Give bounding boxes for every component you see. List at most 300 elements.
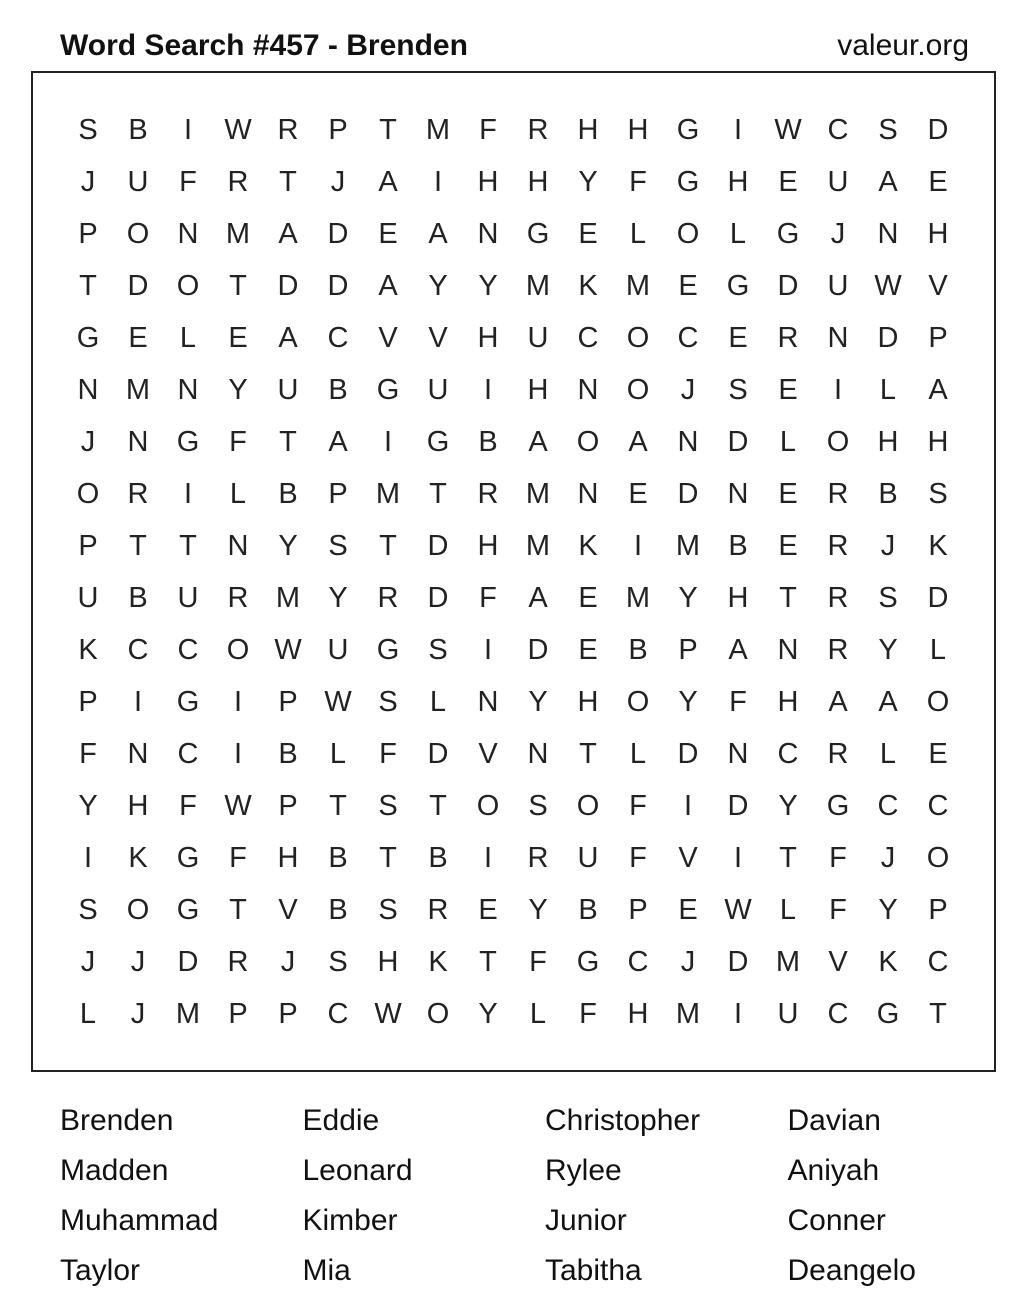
grid-cell[interactable]: O bbox=[926, 685, 950, 718]
grid-cell[interactable]: F bbox=[579, 997, 597, 1030]
grid-cell[interactable]: B bbox=[128, 113, 148, 146]
grid-cell[interactable]: H bbox=[277, 841, 299, 874]
grid-cell[interactable]: H bbox=[377, 945, 399, 978]
grid-cell[interactable]: J bbox=[680, 945, 696, 978]
grid-cell[interactable]: F bbox=[829, 893, 847, 926]
grid-cell[interactable]: P bbox=[928, 321, 948, 354]
grid-cell[interactable]: T bbox=[779, 581, 797, 614]
grid-cell[interactable]: U bbox=[577, 841, 599, 874]
grid-cell[interactable]: R bbox=[377, 581, 399, 614]
grid-cell[interactable]: G bbox=[876, 997, 900, 1030]
grid-cell[interactable]: D bbox=[427, 581, 449, 614]
grid-cell[interactable]: I bbox=[833, 373, 843, 406]
grid-cell[interactable]: L bbox=[79, 997, 97, 1030]
grid-cell[interactable]: H bbox=[927, 425, 949, 458]
grid-cell[interactable]: Y bbox=[528, 893, 548, 926]
grid-cell[interactable]: N bbox=[127, 425, 149, 458]
grid-cell[interactable]: G bbox=[776, 217, 800, 250]
grid-cell[interactable]: R bbox=[827, 477, 849, 510]
grid-cell[interactable]: E bbox=[928, 737, 948, 770]
grid-cell[interactable]: I bbox=[483, 633, 493, 666]
grid-cell[interactable]: S bbox=[928, 477, 948, 510]
grid-cell[interactable]: F bbox=[629, 165, 647, 198]
grid-cell[interactable]: R bbox=[227, 945, 249, 978]
grid-cell[interactable]: J bbox=[680, 373, 696, 406]
grid-cell[interactable]: G bbox=[176, 425, 200, 458]
grid-cell[interactable]: A bbox=[878, 165, 898, 198]
grid-cell[interactable]: M bbox=[125, 373, 151, 406]
grid-cell[interactable]: N bbox=[827, 321, 849, 354]
grid-cell[interactable]: H bbox=[577, 113, 599, 146]
grid-cell[interactable]: Y bbox=[78, 789, 98, 822]
grid-cell[interactable]: F bbox=[179, 165, 197, 198]
grid-cell[interactable]: L bbox=[729, 217, 747, 250]
grid-cell[interactable]: M bbox=[625, 581, 651, 614]
grid-cell[interactable]: O bbox=[126, 217, 150, 250]
grid-cell[interactable]: F bbox=[629, 841, 647, 874]
grid-cell[interactable]: G bbox=[76, 321, 100, 354]
grid-cell[interactable]: S bbox=[378, 789, 398, 822]
grid-cell[interactable]: T bbox=[79, 269, 97, 302]
grid-cell[interactable]: C bbox=[127, 633, 149, 666]
grid-cell[interactable]: C bbox=[777, 737, 799, 770]
grid-cell[interactable]: T bbox=[279, 425, 297, 458]
grid-cell[interactable]: H bbox=[727, 165, 749, 198]
grid-cell[interactable]: D bbox=[677, 477, 699, 510]
grid-cell[interactable]: W bbox=[374, 997, 402, 1030]
grid-cell[interactable]: I bbox=[733, 841, 743, 874]
grid-cell[interactable]: D bbox=[927, 581, 949, 614]
grid-cell[interactable]: E bbox=[628, 477, 648, 510]
grid-cell[interactable]: W bbox=[224, 113, 252, 146]
grid-cell[interactable]: I bbox=[83, 841, 93, 874]
grid-cell[interactable]: A bbox=[528, 581, 548, 614]
grid-cell[interactable]: O bbox=[476, 789, 500, 822]
grid-cell[interactable]: K bbox=[428, 945, 448, 978]
grid-cell[interactable]: G bbox=[176, 685, 200, 718]
grid-cell[interactable]: R bbox=[477, 477, 499, 510]
grid-cell[interactable]: T bbox=[129, 529, 147, 562]
grid-cell[interactable]: V bbox=[378, 321, 398, 354]
grid-cell[interactable]: I bbox=[233, 737, 243, 770]
grid-cell[interactable]: P bbox=[678, 633, 698, 666]
grid-cell[interactable]: G bbox=[826, 789, 850, 822]
grid-cell[interactable]: O bbox=[626, 685, 650, 718]
grid-cell[interactable]: T bbox=[479, 945, 497, 978]
grid-cell[interactable]: B bbox=[628, 633, 648, 666]
grid-cell[interactable]: G bbox=[176, 893, 200, 926]
grid-cell[interactable]: J bbox=[80, 165, 96, 198]
grid-cell[interactable]: N bbox=[477, 685, 499, 718]
grid-cell[interactable]: O bbox=[226, 633, 250, 666]
grid-cell[interactable]: F bbox=[479, 581, 497, 614]
grid-cell[interactable]: R bbox=[827, 633, 849, 666]
grid-cell[interactable]: R bbox=[827, 529, 849, 562]
letter-grid[interactable] bbox=[63, 104, 963, 1040]
grid-cell[interactable]: P bbox=[228, 997, 248, 1030]
grid-cell[interactable]: L bbox=[229, 477, 247, 510]
grid-cell[interactable]: C bbox=[177, 633, 199, 666]
grid-cell[interactable]: D bbox=[727, 789, 749, 822]
grid-cell[interactable]: Y bbox=[878, 633, 898, 666]
grid-cell[interactable]: E bbox=[578, 217, 598, 250]
grid-cell[interactable]: E bbox=[678, 269, 698, 302]
grid-cell[interactable]: M bbox=[175, 997, 201, 1030]
grid-cell[interactable]: G bbox=[676, 113, 700, 146]
grid-cell[interactable]: N bbox=[727, 737, 749, 770]
grid-cell[interactable]: N bbox=[127, 737, 149, 770]
grid-cell[interactable]: Y bbox=[478, 997, 498, 1030]
grid-cell[interactable]: F bbox=[629, 789, 647, 822]
grid-cell[interactable]: I bbox=[733, 997, 743, 1030]
grid-cell[interactable]: W bbox=[224, 789, 252, 822]
grid-cell[interactable]: A bbox=[928, 373, 948, 406]
grid-cell[interactable]: E bbox=[778, 373, 798, 406]
grid-cell[interactable]: R bbox=[227, 581, 249, 614]
grid-cell[interactable]: B bbox=[278, 477, 298, 510]
grid-cell[interactable]: G bbox=[676, 165, 700, 198]
grid-cell[interactable]: L bbox=[879, 737, 897, 770]
grid-cell[interactable]: T bbox=[429, 789, 447, 822]
grid-cell[interactable]: N bbox=[727, 477, 749, 510]
grid-cell[interactable]: E bbox=[928, 165, 948, 198]
grid-cell[interactable]: H bbox=[727, 581, 749, 614]
grid-cell[interactable]: I bbox=[183, 113, 193, 146]
grid-cell[interactable]: B bbox=[278, 737, 298, 770]
grid-cell[interactable]: Y bbox=[678, 581, 698, 614]
grid-cell[interactable]: Y bbox=[328, 581, 348, 614]
grid-cell[interactable]: C bbox=[827, 997, 849, 1030]
grid-cell[interactable]: L bbox=[629, 737, 647, 770]
grid-cell[interactable]: N bbox=[677, 425, 699, 458]
grid-cell[interactable]: S bbox=[528, 789, 548, 822]
grid-cell[interactable]: P bbox=[78, 217, 98, 250]
grid-cell[interactable]: M bbox=[775, 945, 801, 978]
grid-cell[interactable]: I bbox=[183, 477, 193, 510]
grid-cell[interactable]: D bbox=[677, 737, 699, 770]
grid-cell[interactable]: E bbox=[778, 529, 798, 562]
grid-cell[interactable]: V bbox=[478, 737, 498, 770]
grid-cell[interactable]: A bbox=[878, 685, 898, 718]
grid-cell[interactable]: H bbox=[877, 425, 899, 458]
grid-cell[interactable]: P bbox=[628, 893, 648, 926]
grid-cell[interactable]: T bbox=[329, 789, 347, 822]
grid-cell[interactable]: Y bbox=[678, 685, 698, 718]
grid-cell[interactable]: D bbox=[327, 269, 349, 302]
grid-cell[interactable]: A bbox=[828, 685, 848, 718]
grid-cell[interactable]: M bbox=[525, 529, 551, 562]
grid-cell[interactable]: F bbox=[229, 841, 247, 874]
grid-cell[interactable]: B bbox=[328, 841, 348, 874]
grid-cell[interactable]: A bbox=[278, 321, 298, 354]
grid-cell[interactable]: E bbox=[778, 477, 798, 510]
grid-cell[interactable]: C bbox=[677, 321, 699, 354]
grid-cell[interactable]: E bbox=[778, 165, 798, 198]
grid-cell[interactable]: U bbox=[827, 269, 849, 302]
grid-cell[interactable]: M bbox=[225, 217, 251, 250]
grid-cell[interactable]: F bbox=[379, 737, 397, 770]
grid-cell[interactable]: C bbox=[927, 789, 949, 822]
grid-cell[interactable]: T bbox=[929, 997, 947, 1030]
grid-cell[interactable]: R bbox=[227, 165, 249, 198]
grid-cell[interactable]: Y bbox=[528, 685, 548, 718]
grid-cell[interactable]: J bbox=[330, 165, 346, 198]
grid-cell[interactable]: C bbox=[827, 113, 849, 146]
grid-cell[interactable]: I bbox=[483, 841, 493, 874]
grid-cell[interactable]: O bbox=[576, 425, 600, 458]
grid-cell[interactable]: W bbox=[274, 633, 302, 666]
grid-cell[interactable]: U bbox=[777, 997, 799, 1030]
grid-cell[interactable]: C bbox=[877, 789, 899, 822]
grid-cell[interactable]: R bbox=[527, 113, 549, 146]
grid-cell[interactable]: I bbox=[633, 529, 643, 562]
grid-cell[interactable]: H bbox=[477, 165, 499, 198]
grid-cell[interactable]: Y bbox=[278, 529, 298, 562]
grid-cell[interactable]: O bbox=[576, 789, 600, 822]
grid-cell[interactable]: S bbox=[78, 893, 98, 926]
grid-cell[interactable]: D bbox=[427, 737, 449, 770]
grid-cell[interactable]: U bbox=[127, 165, 149, 198]
grid-cell[interactable]: T bbox=[229, 893, 247, 926]
grid-cell[interactable]: E bbox=[478, 893, 498, 926]
grid-cell[interactable]: T bbox=[229, 269, 247, 302]
grid-cell[interactable]: E bbox=[228, 321, 248, 354]
grid-cell[interactable]: J bbox=[830, 217, 846, 250]
grid-cell[interactable]: S bbox=[378, 685, 398, 718]
grid-cell[interactable]: O bbox=[676, 217, 700, 250]
grid-cell[interactable]: B bbox=[878, 477, 898, 510]
grid-cell[interactable]: G bbox=[726, 269, 750, 302]
grid-cell[interactable]: G bbox=[376, 373, 400, 406]
grid-cell[interactable]: C bbox=[177, 737, 199, 770]
grid-cell[interactable]: P bbox=[278, 685, 298, 718]
grid-cell[interactable]: K bbox=[578, 269, 598, 302]
grid-cell[interactable]: P bbox=[78, 685, 98, 718]
grid-cell[interactable]: L bbox=[779, 425, 797, 458]
grid-cell[interactable]: J bbox=[880, 841, 896, 874]
grid-cell[interactable]: U bbox=[177, 581, 199, 614]
grid-cell[interactable]: C bbox=[327, 997, 349, 1030]
grid-cell[interactable]: T bbox=[279, 165, 297, 198]
grid-cell[interactable]: U bbox=[427, 373, 449, 406]
grid-cell[interactable]: S bbox=[378, 893, 398, 926]
grid-cell[interactable]: F bbox=[829, 841, 847, 874]
grid-cell[interactable]: H bbox=[627, 997, 649, 1030]
grid-cell[interactable]: B bbox=[328, 373, 348, 406]
grid-cell[interactable]: U bbox=[277, 373, 299, 406]
grid-cell[interactable]: K bbox=[878, 945, 898, 978]
grid-cell[interactable]: L bbox=[779, 893, 797, 926]
grid-cell[interactable]: U bbox=[77, 581, 99, 614]
grid-cell[interactable]: A bbox=[528, 425, 548, 458]
grid-cell[interactable]: Y bbox=[778, 789, 798, 822]
grid-cell[interactable]: B bbox=[328, 893, 348, 926]
grid-cell[interactable]: D bbox=[927, 113, 949, 146]
grid-cell[interactable]: D bbox=[127, 269, 149, 302]
grid-cell[interactable]: S bbox=[328, 529, 348, 562]
grid-cell[interactable]: O bbox=[126, 893, 150, 926]
grid-cell[interactable]: D bbox=[727, 425, 749, 458]
grid-cell[interactable]: S bbox=[878, 113, 898, 146]
grid-cell[interactable]: Y bbox=[428, 269, 448, 302]
grid-cell[interactable]: N bbox=[77, 373, 99, 406]
grid-cell[interactable]: M bbox=[625, 269, 651, 302]
grid-cell[interactable]: A bbox=[628, 425, 648, 458]
grid-cell[interactable]: W bbox=[724, 893, 752, 926]
grid-cell[interactable]: P bbox=[928, 893, 948, 926]
grid-cell[interactable]: P bbox=[78, 529, 98, 562]
grid-cell[interactable]: M bbox=[675, 997, 701, 1030]
grid-cell[interactable]: L bbox=[629, 217, 647, 250]
grid-cell[interactable]: O bbox=[426, 997, 450, 1030]
grid-cell[interactable]: O bbox=[176, 269, 200, 302]
grid-cell[interactable]: J bbox=[280, 945, 296, 978]
grid-cell[interactable]: R bbox=[427, 893, 449, 926]
grid-cell[interactable]: F bbox=[229, 425, 247, 458]
grid-cell[interactable]: A bbox=[378, 269, 398, 302]
grid-cell[interactable]: H bbox=[627, 113, 649, 146]
grid-cell[interactable]: H bbox=[477, 529, 499, 562]
grid-cell[interactable]: C bbox=[327, 321, 349, 354]
grid-cell[interactable]: W bbox=[774, 113, 802, 146]
grid-cell[interactable]: D bbox=[877, 321, 899, 354]
grid-cell[interactable]: G bbox=[426, 425, 450, 458]
grid-cell[interactable]: A bbox=[328, 425, 348, 458]
grid-cell[interactable]: R bbox=[527, 841, 549, 874]
grid-cell[interactable]: H bbox=[127, 789, 149, 822]
grid-cell[interactable]: W bbox=[874, 269, 902, 302]
grid-cell[interactable]: J bbox=[130, 945, 146, 978]
grid-cell[interactable]: B bbox=[428, 841, 448, 874]
grid-cell[interactable]: Y bbox=[578, 165, 598, 198]
grid-cell[interactable]: T bbox=[429, 477, 447, 510]
grid-cell[interactable]: I bbox=[383, 425, 393, 458]
grid-cell[interactable]: V bbox=[278, 893, 298, 926]
grid-cell[interactable]: D bbox=[427, 529, 449, 562]
grid-cell[interactable]: O bbox=[926, 841, 950, 874]
grid-cell[interactable]: F bbox=[179, 789, 197, 822]
grid-cell[interactable]: G bbox=[176, 841, 200, 874]
grid-cell[interactable]: Y bbox=[878, 893, 898, 926]
grid-cell[interactable]: R bbox=[827, 581, 849, 614]
grid-cell[interactable]: D bbox=[277, 269, 299, 302]
grid-cell[interactable]: A bbox=[428, 217, 448, 250]
grid-cell[interactable]: N bbox=[577, 477, 599, 510]
grid-cell[interactable]: T bbox=[379, 841, 397, 874]
grid-cell[interactable]: A bbox=[378, 165, 398, 198]
grid-cell[interactable]: J bbox=[80, 425, 96, 458]
grid-cell[interactable]: I bbox=[433, 165, 443, 198]
grid-cell[interactable]: T bbox=[379, 113, 397, 146]
grid-cell[interactable]: E bbox=[578, 633, 598, 666]
grid-cell[interactable]: B bbox=[478, 425, 498, 458]
grid-cell[interactable]: U bbox=[827, 165, 849, 198]
grid-cell[interactable]: N bbox=[877, 217, 899, 250]
grid-cell[interactable]: G bbox=[376, 633, 400, 666]
grid-cell[interactable]: O bbox=[626, 373, 650, 406]
grid-cell[interactable]: N bbox=[777, 633, 799, 666]
grid-cell[interactable]: F bbox=[729, 685, 747, 718]
grid-cell[interactable]: F bbox=[479, 113, 497, 146]
grid-cell[interactable]: H bbox=[477, 321, 499, 354]
grid-cell[interactable]: P bbox=[328, 113, 348, 146]
grid-cell[interactable]: W bbox=[324, 685, 352, 718]
grid-cell[interactable]: S bbox=[878, 581, 898, 614]
grid-cell[interactable]: A bbox=[728, 633, 748, 666]
grid-cell[interactable]: U bbox=[327, 633, 349, 666]
grid-cell[interactable]: Y bbox=[228, 373, 248, 406]
grid-cell[interactable]: N bbox=[177, 217, 199, 250]
grid-cell[interactable]: L bbox=[929, 633, 947, 666]
grid-cell[interactable]: I bbox=[133, 685, 143, 718]
grid-cell[interactable]: I bbox=[233, 685, 243, 718]
grid-cell[interactable]: D bbox=[777, 269, 799, 302]
grid-cell[interactable]: D bbox=[177, 945, 199, 978]
grid-cell[interactable]: L bbox=[529, 997, 547, 1030]
grid-cell[interactable]: J bbox=[880, 529, 896, 562]
grid-cell[interactable]: O bbox=[826, 425, 850, 458]
grid-cell[interactable]: D bbox=[327, 217, 349, 250]
grid-cell[interactable]: P bbox=[278, 789, 298, 822]
grid-cell[interactable]: K bbox=[928, 529, 948, 562]
grid-cell[interactable]: J bbox=[80, 945, 96, 978]
grid-cell[interactable]: Y bbox=[478, 269, 498, 302]
grid-cell[interactable]: D bbox=[727, 945, 749, 978]
grid-cell[interactable]: L bbox=[329, 737, 347, 770]
grid-cell[interactable]: H bbox=[527, 165, 549, 198]
grid-cell[interactable]: I bbox=[683, 789, 693, 822]
grid-cell[interactable]: L bbox=[179, 321, 197, 354]
grid-cell[interactable]: E bbox=[128, 321, 148, 354]
grid-cell[interactable]: T bbox=[579, 737, 597, 770]
grid-cell[interactable]: R bbox=[127, 477, 149, 510]
grid-cell[interactable]: C bbox=[577, 321, 599, 354]
grid-cell[interactable]: V bbox=[678, 841, 698, 874]
grid-cell[interactable]: O bbox=[76, 477, 100, 510]
grid-cell[interactable]: L bbox=[429, 685, 447, 718]
grid-cell[interactable]: N bbox=[527, 737, 549, 770]
grid-cell[interactable]: H bbox=[527, 373, 549, 406]
grid-cell[interactable]: F bbox=[79, 737, 97, 770]
grid-cell[interactable]: N bbox=[177, 373, 199, 406]
grid-cell[interactable]: H bbox=[777, 685, 799, 718]
grid-cell[interactable]: S bbox=[728, 373, 748, 406]
grid-cell[interactable]: T bbox=[179, 529, 197, 562]
grid-cell[interactable]: E bbox=[678, 893, 698, 926]
grid-cell[interactable]: T bbox=[379, 529, 397, 562]
grid-cell[interactable]: S bbox=[328, 945, 348, 978]
grid-cell[interactable]: N bbox=[577, 373, 599, 406]
grid-cell[interactable]: J bbox=[130, 997, 146, 1030]
grid-cell[interactable]: O bbox=[626, 321, 650, 354]
grid-cell[interactable]: U bbox=[527, 321, 549, 354]
grid-cell[interactable]: M bbox=[275, 581, 301, 614]
grid-cell[interactable]: N bbox=[477, 217, 499, 250]
grid-cell[interactable]: D bbox=[527, 633, 549, 666]
grid-cell[interactable]: V bbox=[928, 269, 948, 302]
grid-cell[interactable]: N bbox=[227, 529, 249, 562]
grid-cell[interactable]: V bbox=[428, 321, 448, 354]
grid-cell[interactable]: K bbox=[128, 841, 148, 874]
grid-cell[interactable]: A bbox=[278, 217, 298, 250]
grid-cell[interactable]: M bbox=[375, 477, 401, 510]
grid-cell[interactable]: B bbox=[128, 581, 148, 614]
grid-cell[interactable]: E bbox=[728, 321, 748, 354]
grid-cell[interactable]: R bbox=[827, 737, 849, 770]
grid-cell[interactable]: P bbox=[328, 477, 348, 510]
grid-cell[interactable]: I bbox=[733, 113, 743, 146]
grid-cell[interactable]: K bbox=[78, 633, 98, 666]
